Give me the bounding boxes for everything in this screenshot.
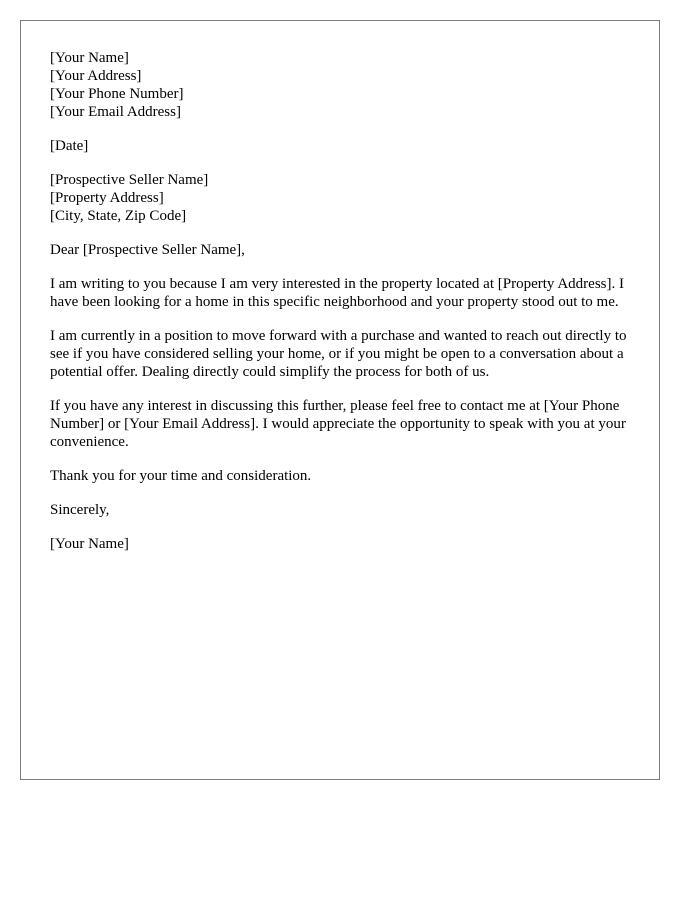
paragraph-contact: If you have any interest in discussing this further, please feel free to contact me at [Your Phone Number] or [Your Email Address]. I would appreciate the opportunity to speak with you at your convenience. <box>50 398 626 450</box>
recipient-property-address: [Property Address] <box>50 190 164 206</box>
signature: [Your Name] <box>50 536 129 552</box>
letter-date: [Date] <box>50 138 89 154</box>
sender-email: [Your Email Address] <box>50 104 181 120</box>
letter-body <box>50 49 642 569</box>
date-block <box>50 137 642 155</box>
sender-phone: [Your Phone Number] <box>50 86 184 102</box>
salutation: Dear [Prospective Seller Name], <box>50 242 245 258</box>
paragraph-interest: I am writing to you because I am very interested in the property located at [Property Address]. I have been looking for a home in this specific neighborhood and your property stood out to me. <box>50 276 624 310</box>
sender-name: [Your Name] <box>50 50 129 66</box>
letter-page <box>20 20 660 780</box>
closing: Sincerely, <box>50 502 110 518</box>
sender-block <box>50 49 642 121</box>
paragraph-purchase: I am currently in a position to move forward with a purchase and wanted to reach out directly to see if you have considered selling your home, or if you might be open to a conversation about a potential offer. Dealing directly could simplify the process for both of us. <box>50 328 627 380</box>
paragraph-thanks: Thank you for your time and consideration. <box>50 468 312 484</box>
recipient-block <box>50 171 642 225</box>
recipient-city-state-zip: [City, State, Zip Code] <box>50 208 187 224</box>
recipient-name: [Prospective Seller Name] <box>50 172 209 188</box>
sender-address: [Your Address] <box>50 68 142 84</box>
